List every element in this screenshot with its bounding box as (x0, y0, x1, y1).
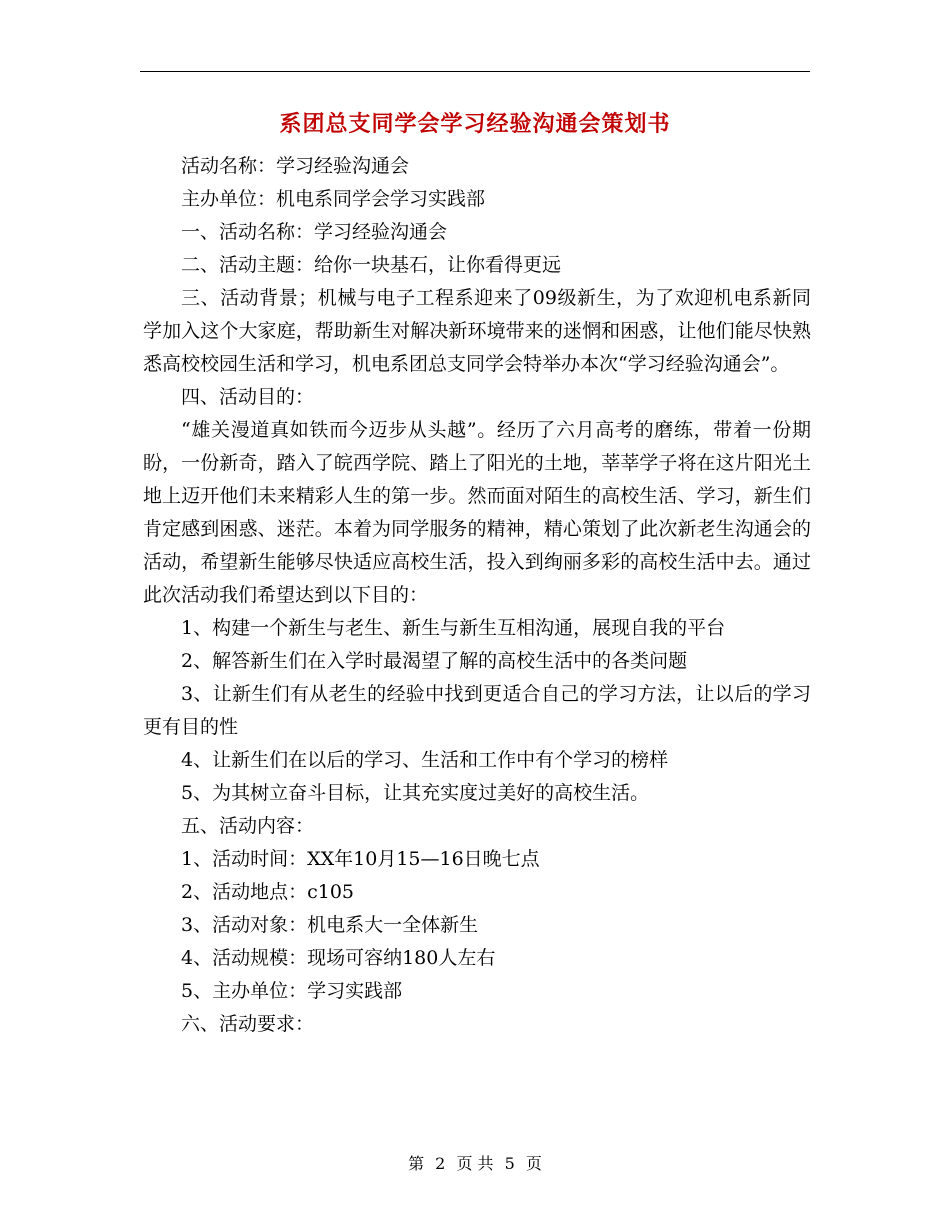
paragraph-section-2: 二、活动主题：给你一块基石，让你看得更远 (181, 254, 562, 276)
list-item-location: 2、活动地点：c105 (181, 881, 354, 903)
list-item-scale: 4、活动规模：现场可容纳180人左右 (181, 947, 496, 969)
list-item-audience: 3、活动对象：机电系大一全体新生 (181, 914, 479, 936)
paragraph-background: 三、活动背景；机械与电子工程系迎来了09级新生，为了欢迎机电系新同学加入这个大家庭，帮助新生对解决新环境带来的迷惘和困惑，让他们能尽快熟悉高校校园生活和学习，机电系团总支同学会特举办本次“学习经验沟通会”。 (143, 287, 811, 375)
paragraph-section-5: 五、活动内容： (181, 815, 315, 837)
list-item-goal-4: 4、让新生们在以后的学习、生活和工作中有个学习的榜样 (181, 749, 669, 771)
footer-page-number: 2 (435, 1154, 446, 1173)
paragraph-activity-name: 活动名称：学习经验沟通会 (181, 155, 410, 177)
paragraph-section-1: 一、活动名称：学习经验沟通会 (181, 221, 448, 243)
paragraph-organizer: 主办单位：机电系同学会学习实践部 (181, 188, 486, 210)
page-footer (0, 1152, 950, 1176)
list-item-goal-2: 2、解答新生们在入学时最渴望了解的高校生活中的各类问题 (181, 650, 688, 672)
header-rule (140, 71, 810, 72)
list-item-organizer: 5、主办单位：学习实践部 (181, 980, 403, 1002)
list-item-goal-3: 3、让新生们有从老生的经验中找到更适合自己的学习方法，让以后的学习更有目的性 (143, 683, 811, 738)
footer-suffix: 页 (525, 1154, 542, 1173)
footer-total-pages: 5 (504, 1154, 515, 1173)
document-title: 系团总支同学会学习经验沟通会策划书 (279, 112, 671, 137)
document-body (143, 150, 811, 1041)
footer-middle: 页 共 (456, 1154, 494, 1173)
paragraph-section-4: 四、活动目的： (181, 386, 315, 408)
list-item-goal-5: 5、为其树立奋斗目标，让其充实度过美好的高校生活。 (181, 782, 650, 804)
paragraph-section-6: 六、活动要求： (181, 1013, 315, 1035)
list-item-goal-1: 1、构建一个新生与老生、新生与新生互相沟通，展现自我的平台 (181, 617, 726, 639)
list-item-time: 1、活动时间：XX年10月15—16日晚七点 (181, 848, 540, 870)
footer-prefix: 第 (408, 1154, 425, 1173)
paragraph-purpose: “雄关漫道真如铁而今迈步从头越”。经历了六月高考的磨练，带着一份期盼，一份新奇，踏入了皖西学院、踏上了阳光的土地，莘莘学子将在这片阳光土地上迈开他们未来精彩人生的第一步。然而面对陌生的高校生活、学习，新生们肯定感到困惑、迷茫。本着为同学服务的精神，精心策划了此次新老生沟通会的活动，希望新生能够尽快适应高校生活，投入到绚丽多彩的高校生活中去。通过此次活动我们希望达到以下目的： (143, 419, 811, 606)
